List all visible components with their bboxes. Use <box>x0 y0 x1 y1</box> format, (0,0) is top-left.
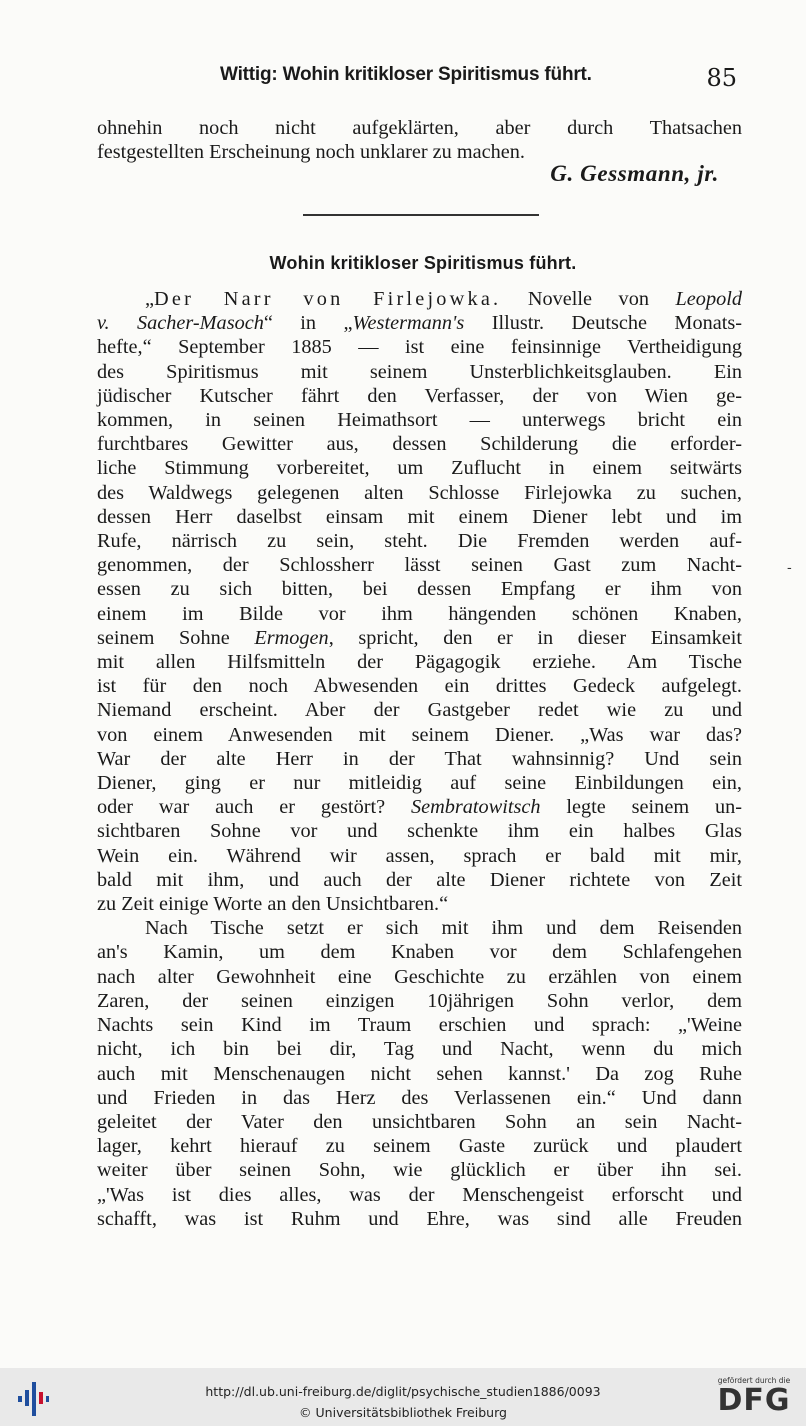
text-line <box>97 674 742 698</box>
text-segment: Nach Tische setzt er sich mit ihm und dem Reisenden <box>145 917 742 940</box>
text-segment: bald mit ihm, und auch der alte Diener richtete von Zeit <box>97 868 742 891</box>
intro-line: ohnehin noch nicht aufgeklärten, aber durch Thatsachen <box>97 117 742 139</box>
text-line <box>97 529 742 553</box>
author-signature: G. Gessmann, jr. <box>550 161 719 186</box>
text-line <box>97 698 742 722</box>
footer-url-link[interactable]: http://dl.ub.uni-freiburg.de/diglit/psychische_studien1886/0093 <box>205 1384 601 1399</box>
text-segment: von einem Anwesenden mit seinem Diener. „Was war das? <box>97 723 742 746</box>
text-line <box>97 626 742 650</box>
text-line <box>97 747 742 771</box>
text-segment: nach alter Gewohnheit eine Geschichte zu erzählen von einem <box>97 965 742 988</box>
text-line <box>97 1013 742 1037</box>
text-line <box>97 432 742 456</box>
text-line <box>97 1037 742 1061</box>
text-line <box>97 602 742 626</box>
text-segment: einem im Bilde vor ihm hängenden schönen Knaben, <box>97 602 742 625</box>
footer-copyright: © Universitätsbibliothek Freiburg <box>299 1405 507 1420</box>
text-line <box>97 795 742 819</box>
text-segment: lager, kehrt hierauf zu seinem Gaste zurück und plaudert <box>97 1135 742 1158</box>
dfg-badge <box>710 1376 798 1417</box>
text-segment: genommen, der Schlossherr lässt seinen Gast zum Nacht- <box>97 554 742 577</box>
text-segment: auch mit Menschenaugen nicht sehen kannst.' Da zog Ruhe <box>97 1062 742 1085</box>
text-segment: jüdischer Kutscher fährt den Verfasser, der von Wien ge- <box>97 384 742 407</box>
page-number: 85 <box>706 64 737 92</box>
italic-text: v. Sacher-Masoch <box>97 312 264 335</box>
text-segment: ist für den noch Abwesenden ein drittes Gedeck aufgelegt. <box>97 675 742 698</box>
text-segment: seinem Sohne <box>97 626 255 649</box>
text-line <box>97 408 742 432</box>
text-line <box>97 1158 742 1182</box>
margin-mark: - <box>787 560 792 576</box>
text-segment: Wein ein. Während wir assen, sprach er bald mit mir, <box>97 844 742 867</box>
text-line <box>97 1110 742 1134</box>
text-line <box>97 335 742 359</box>
text-segment: geleitet der Vater den unsichtbaren Sohn an sein Nacht- <box>97 1110 742 1133</box>
text-line <box>97 1134 742 1158</box>
dfg-logo: DFG <box>717 1383 791 1418</box>
text-segment: liche Stimmung vorbereitet, um Zuflucht in einem seitwärts <box>97 457 742 480</box>
section-heading <box>0 253 806 274</box>
text-segment: mit allen Hilfsmitteln der Pägagogik erziehe. Am Tische <box>97 651 742 674</box>
text-segment: oder war auch er gestört? <box>97 796 411 819</box>
text-segment: Novelle von <box>501 288 676 310</box>
text-segment: Niemand erscheint. Aber der Gastgeber redet wie zu und <box>97 699 742 722</box>
section-divider <box>303 214 539 216</box>
section-heading-text: Wohin kritikloser Spiritismus führt. <box>269 253 577 273</box>
text-segment: an's Kamin, um dem Knaben vor dem Schlafengehen <box>97 941 742 964</box>
text-segment: schafft, was ist Ruhm und Ehre, was sind alle Freuden <box>97 1207 742 1230</box>
text-line <box>97 819 742 843</box>
text-line <box>97 384 742 408</box>
text-segment: sichtbaren Sohne vor und schenkte ihm ein halbes Glas <box>97 820 742 843</box>
italic-text: Westermann's <box>352 312 465 335</box>
text-segment: und Frieden in das Herz des Verlassenen ein.“ Und dann <box>97 1086 742 1109</box>
running-title: Wittig: Wohin kritikloser Spiritismus führt. <box>220 64 592 85</box>
text-segment: des Waldwegs gelegenen alten Schlosse Firlejowka zu suchen, <box>97 481 742 504</box>
text-segment: Rufe, närrisch zu sein, steht. Die Fremden werden auf- <box>97 530 742 553</box>
spaced-text: Der Narr von Firlejowka. <box>154 288 502 310</box>
text-segment: , spricht, den er in dieser Einsamkeit <box>328 626 743 649</box>
page-header <box>96 60 741 94</box>
text-line <box>97 965 742 989</box>
italic-text: Sembratowitsch <box>410 796 541 819</box>
text-line <box>97 287 742 311</box>
text-segment: „ <box>145 288 155 310</box>
text-segment: essen zu sich bitten, bei dessen Empfang er ihm von <box>97 578 742 601</box>
intro-line: festgestellten Erscheinung noch unklarer zu machen. <box>97 141 525 164</box>
body-text <box>97 287 742 1231</box>
text-line <box>97 505 742 529</box>
text-segment: „'Was ist dies alles, was der Menschengeist erforscht und <box>97 1183 742 1206</box>
text-line <box>97 1183 742 1207</box>
text-segment: weiter über seinen Sohn, wie glücklich er über ihn sei. <box>97 1159 742 1182</box>
text-line <box>97 771 742 795</box>
text-line <box>97 577 742 601</box>
italic-text: Ermogen <box>254 626 329 649</box>
text-segment: Illustr. Deutsche Monats- <box>464 312 743 335</box>
text-segment: Nachts sein Kind im Traum erschien und sprach: „'Weine <box>97 1014 742 1037</box>
dfg-caption: gefördert durch die <box>717 1376 791 1385</box>
text-line <box>97 1062 742 1086</box>
intro-paragraph <box>97 116 742 164</box>
text-line <box>97 311 742 335</box>
text-segment: nicht, ich bin bei dir, Tag und Nacht, wenn du mich <box>97 1038 742 1061</box>
text-segment: “ in „ <box>263 312 353 335</box>
text-segment: dessen Herr daselbst einsam mit einem Diener lebt und im <box>97 505 742 528</box>
text-line <box>97 916 742 940</box>
text-line <box>97 456 742 480</box>
text-line <box>97 844 742 868</box>
text-line <box>97 892 742 916</box>
text-segment: kommen, in seinen Heimathsort — unterwegs bricht ein <box>97 409 742 432</box>
text-line <box>97 650 742 674</box>
text-segment: furchtbares Gewitter aus, dessen Schilderung die erforder- <box>97 433 742 456</box>
text-segment: War der alte Herr in der That wahnsinnig? Und sein <box>97 747 742 770</box>
text-line <box>97 1086 742 1110</box>
text-segment: hefte,“ September 1885 — ist eine feinsinnige Vertheidigung <box>97 336 742 359</box>
text-line <box>97 360 742 384</box>
italic-text: Leopold <box>675 288 742 310</box>
text-segment: Diener, ging er nur mitleidig auf seine Einbildungen ein, <box>97 772 742 795</box>
text-segment: des Spiritismus mit seinem Unsterblichkeitsglauben. Ein <box>97 360 742 383</box>
text-line <box>97 940 742 964</box>
text-line <box>97 723 742 747</box>
text-line <box>97 868 742 892</box>
text-segment: zu Zeit einige Worte an den Unsichtbaren.“ <box>97 893 449 916</box>
text-segment: legte seinem un- <box>540 796 742 819</box>
text-segment: Zaren, der seinen einzigen 10jährigen Sohn verlor, dem <box>97 989 742 1012</box>
text-line <box>97 553 742 577</box>
text-line <box>97 989 742 1013</box>
text-line <box>97 1207 742 1231</box>
text-line <box>97 481 742 505</box>
